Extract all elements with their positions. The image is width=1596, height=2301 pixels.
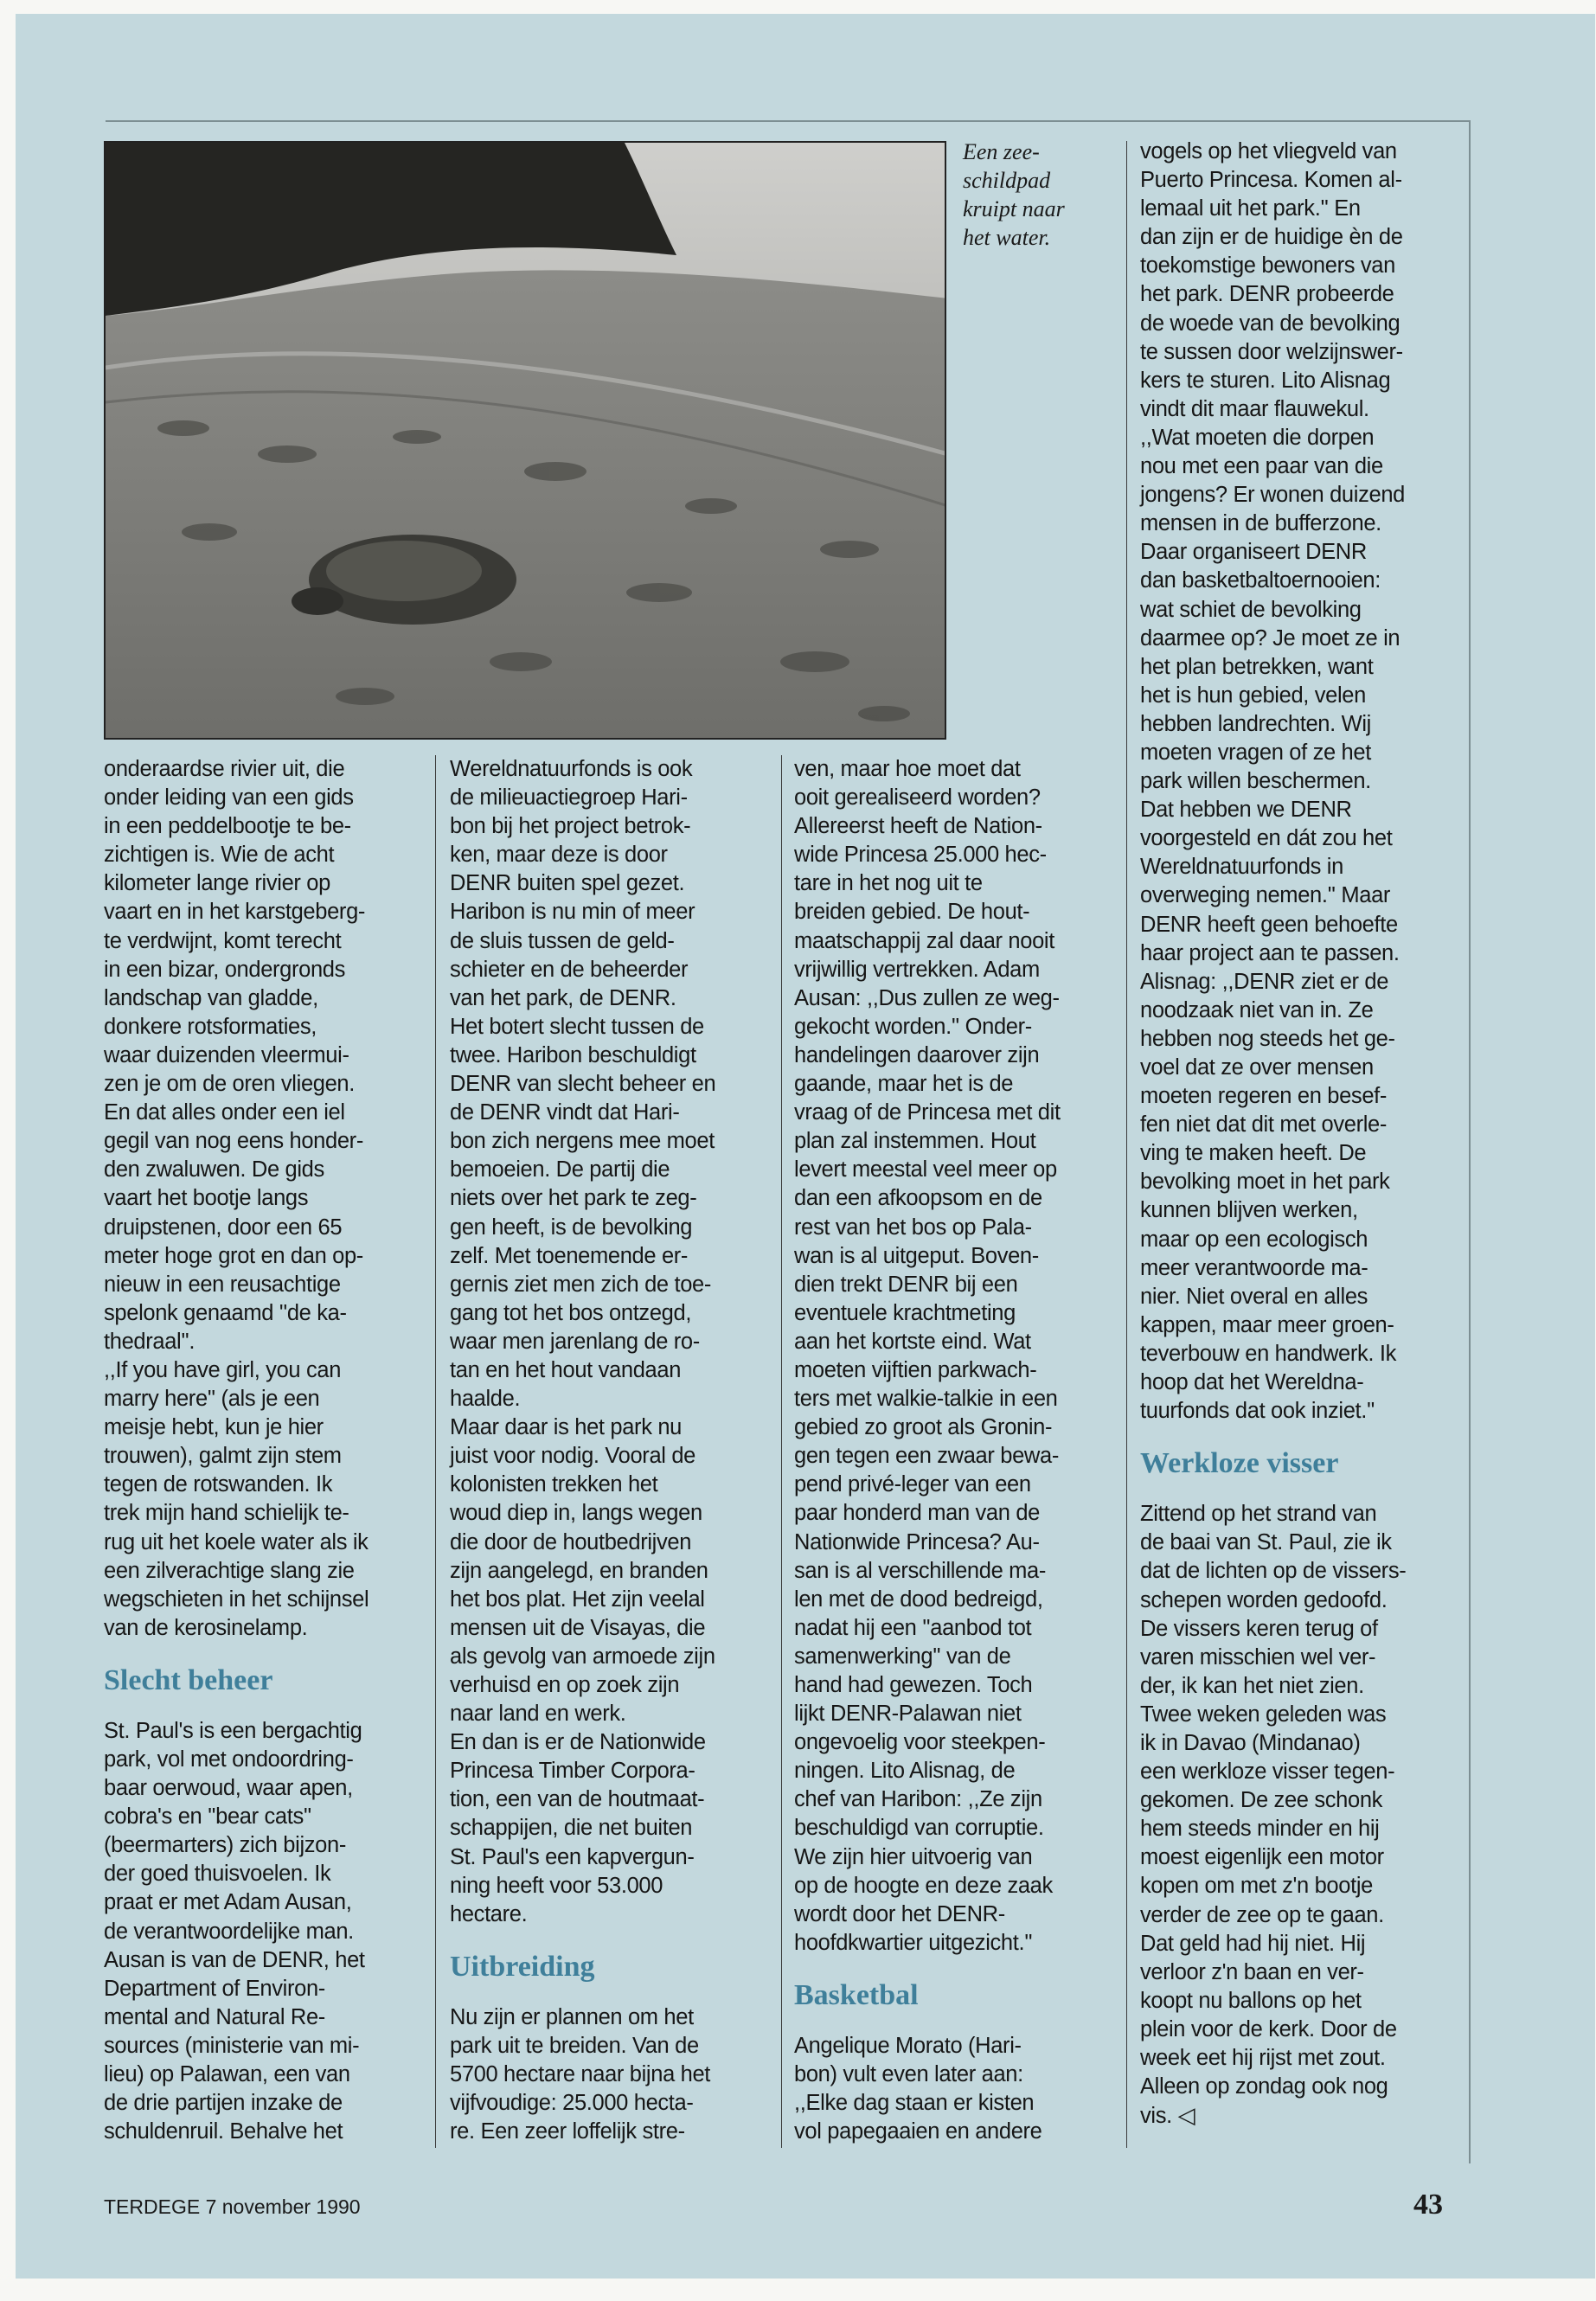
paragraph: onderaardse rivier uit, die onder leiding van een gids in een peddelbootje te be- zichtigen is. Wie de acht kilometer lange rivier op vaart en in het karstgeberg- te verdwijnt, komt terecht in een bizar, ondergronds landschap van gladde, donkere rotsformaties, waar duizenden vleermui- zen je om de oren vliegen. En dat alles onder een iel gegil van nog eens honder- den zwaluwen. De gids vaart het bootje langs druipstenen, door een 65 meter hoge grot en dan op- nieuw in een reusachtige spelonk genaamd ''de ka- thedraal''. ,,If you have girl, you can marry here'' (als je een meisje hebt, kun je hier trouwen), galmt zijn stem tegen de rotswanden. Ik trek mijn hand schielijk te- rug uit het koele water als ik een zilverachtige slang zie wegschieten in het schijnsel van de kerosinelamp. [104,757,369,1640]
article-column-4 [1140,138,1469,2131]
subheading-werkloze-visser: Werkloze visser [1140,1447,1339,1480]
column-divider [781,755,782,2148]
end-mark-icon: ◁ [1177,2102,1195,2129]
paragraph: Wereldnatuurfonds is ook de milieuactiegroep Hari- bon bij het project betrok- ken, maar deze is door DENR buiten spel gezet. Haribon is nu min of meer de sluis tussen de geld- schieter en de beheerder van het park, de DENR. Het botert slecht tussen de twee. Haribon beschuldigt DENR van slecht beheer en de DENR vindt dat Hari- bon zich nergens mee moet bemoeien. De partij die niets over het park te zeg- gen heeft, is de bevolking zelf. Met toenemende er- gernis ziet men zich de toe- gang tot het bos ontzegd, waar men jarenlang de ro- tan en het hout vandaan haalde. Maar daar is het park nu juist voor nodig. Vooral de kolonisten trekken het woud diep in, langs wegen die door de houtbedrijven zijn aangelegd, en branden het bos plat. Het zijn veelal mensen uit de Visayas, die als gevolg van armoede zijn verhuisd en op zoek zijn naar land en werk. En dan is er de Nationwide Princesa Timber Corpora- tion, een van de houtmaat- schappijen, die net buiten St. Paul's een kapvergun- ning heeft voor 53.000 hectare. [450,757,716,1926]
column-divider [435,755,436,2148]
photo-caption: Een zee- schildpad kruipt naar het water. [963,139,1065,250]
paragraph: St. Paul's is een bergachtig park, vol met ondoordring- baar oerwoud, waar apen, cobra's en ''bear cats'' (beermarters) zich bijzon- der goed thuisvoelen. Ik praat er met Adam Ausan, de verantwoordelijke man. Ausan is van de DENR, het Department of Environ- mental and Natural Re- sources (ministerie van mi- lieu) op Palawan, een van de drie partijen inzake de schuldenruil. Behalve het [104,1718,365,2144]
subheading-uitbreiding: Uitbreiding [450,1950,595,1983]
sea-turtle-photo [104,141,946,740]
paragraph: Angelique Morato (Hari- bon) vult even later aan: ,,Elke dag staan er kisten vol papegaaien en andere [794,2033,1042,2144]
subheading-basketbal: Basketbal [794,1978,919,2011]
page-number: 43 [1413,2189,1443,2221]
publication-line: TERDEGE 7 november 1990 [104,2195,361,2218]
beach-illustration [106,143,946,740]
column-divider [1126,141,1127,2148]
final-paragraph-text: Zittend op het strand van de baai van St. Paul, zie ik dat de lichten op de vissers- schepen worden gedoofd. De vissers keren terug of varen misschien wel ver- der, ik kan het niet zien. Twee weken geleden was ik in Davao (Mindanao) een werkloze visser tegen- gekomen. De zee schonk hem steeds minder en hij moest eigenlijk een motor kopen om met z'n bootje verder de zee op te gaan. Dat geld had hij niet. Hij verloor z'n baan en ver- koopt nu ballons op het plein voor de kerk. Door de week eet hij rijst met zout. Alleen op zondag ook nog vis. [1140,1502,1407,2129]
paragraph: vogels op het vliegveld van Puerto Princesa. Komen al- lemaal uit het park.'' En dan zijn er de huidige èn de toekomstige bewoners van het park. DENR probeerde de woede van de bevolking te sussen door welzijnswer- kers te sturen. Lito Alisnag vindt dit maar flauwekul. ,,Wat moeten die dorpen nou met een paar van die jongens? Er wonen duizend mensen in de bufferzone. Daar organiseert DENR dan basketbaltoernooien: wat schiet de bevolking daarmee op? Je moet ze in het plan betrekken, want het is hun gebied, velen hebben landrechten. Wij moeten vragen of ze het park willen beschermen. Dat hebben we DENR voorgesteld en dát zou het Wereldnatuurfonds in overweging nemen.'' Maar DENR heeft geen behoefte haar project aan te passen. Alisnag: ,,DENR ziet er de noodzaak niet van in. Ze hebben nog steeds het ge- voel dat ze over mensen moeten regeren en besef- fen niet dat dit met overle- ving te maken heeft. De bevolking moet in het park kunnen blijven werken, maar op een ecologisch meer verantwoorde ma- nier. Niet overal en alles kappen, maar meer groen- teverbouw en handwerk. Ik hoop dat het Wereldna- tuurfonds dat ook inziet.'' [1140,139,1405,1424]
paragraph [1140,1500,1469,2131]
article-column-3 [794,755,1121,2146]
subheading-slecht-beheer: Slecht beheer [104,1663,273,1696]
article-column-1 [104,755,431,2146]
paragraph: Nu zijn er plannen om het park uit te breiden. Van de 5700 hectare naar bijna het vijfvoudige: 25.000 hecta- re. Een zeer loffelijk stre- [450,2004,711,2144]
paragraph: ven, maar hoe moet dat ooit gerealiseerd worden? Allereerst heeft de Nation- wide Princesa 25.000 hec- tare in het nog uit te breiden gebied. De hout- maatschappij zal daar nooit vrijwillig vertrekken. Adam Ausan: ,,Dus zullen ze weg- gekocht worden.'' Onder- handelingen daarover zijn gaande, maar het is de vraag of de Princesa met dit plan zal instemmen. Hout levert meestal veel meer op dan een afkoopsom en de rest van het bos op Pala- wan is al uitgeput. Boven- dien trekt DENR bij een eventuele krachtmeting aan het kortste eind. Wat moeten vijftien parkwach- ters met walkie-talkie in een gebied zo groot als Gronin- gen tegen een zwaar bewa- pend privé-leger van een paar honderd man van de Nationwide Princesa? Au- san is al verschillende ma- len met de dood bedreigd, nadat hij een ''aanbod tot samenwerking'' van de hand had gewezen. Toch lijkt DENR-Palawan niet ongevoelig voor steekpen- ningen. Lito Alisnag, de chef van Haribon: ,,Ze zijn beschuldigd van corruptie. We zijn hier uitvoerig van op de hoogte en deze zaak wordt door het DENR- hoofdkwartier uitgezicht.'' [794,757,1061,1955]
article-column-2 [450,755,777,2146]
